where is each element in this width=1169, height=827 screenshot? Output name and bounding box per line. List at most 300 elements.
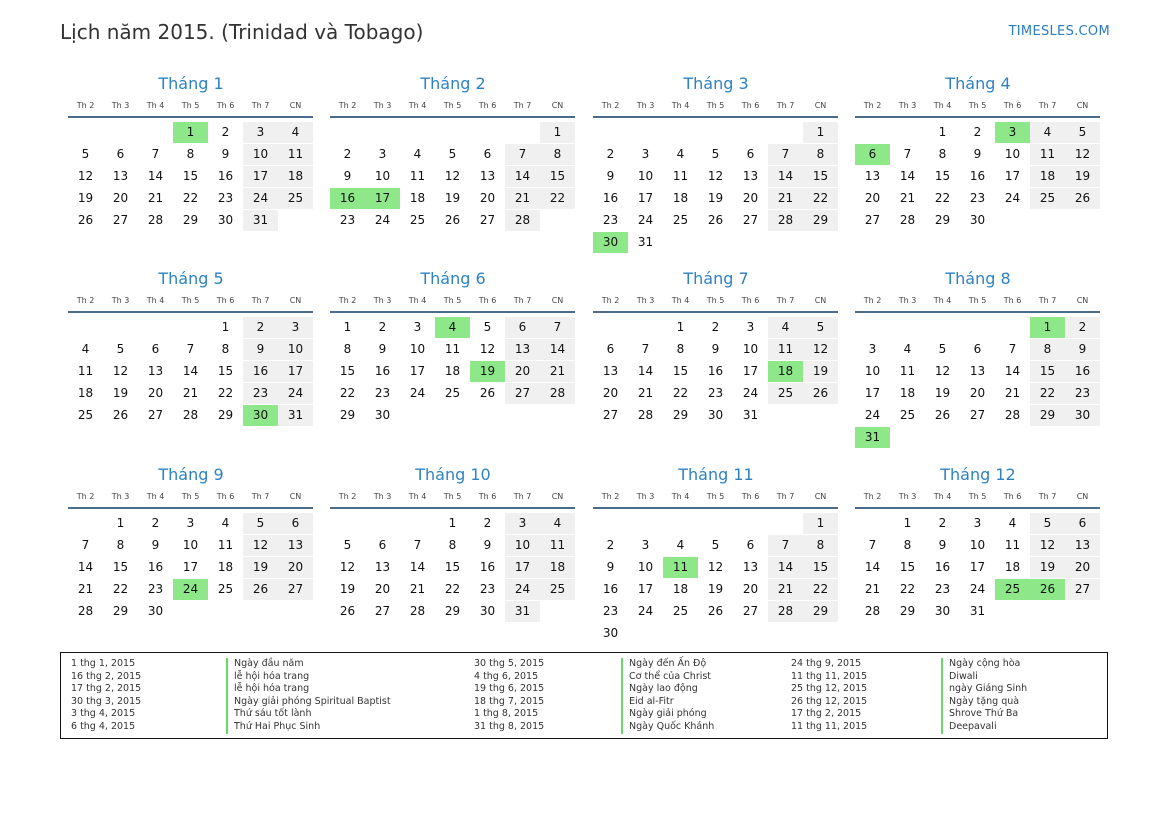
day[interactable]: 31 [969,604,986,618]
day[interactable]: 29 [1030,405,1065,426]
holiday-day[interactable]: 17 [365,188,400,209]
day[interactable]: 28 [182,408,199,422]
day[interactable]: 23 [339,213,356,227]
day[interactable]: 8 [221,342,230,356]
holiday-day[interactable]: 25 [995,579,1030,600]
day[interactable]: 11 [278,144,313,165]
day[interactable]: 18 [278,166,313,187]
day[interactable]: 27 [1065,579,1100,600]
day[interactable]: 10 [278,339,313,360]
day[interactable]: 13 [969,364,986,378]
day[interactable]: 19 [112,386,129,400]
day[interactable]: 11 [409,169,426,183]
holiday-day[interactable]: 24 [173,579,208,600]
day[interactable]: 24 [742,386,759,400]
day[interactable]: 27 [602,408,619,422]
day[interactable]: 17 [637,191,654,205]
day[interactable]: 19 [707,191,724,205]
day[interactable]: 12 [479,342,496,356]
day[interactable]: 8 [1030,339,1065,360]
day[interactable]: 27 [969,408,986,422]
day[interactable]: 10 [969,538,986,552]
day[interactable]: 16 [1065,361,1100,382]
day[interactable]: 25 [672,213,689,227]
day[interactable]: 21 [899,191,916,205]
day[interactable]: 24 [409,386,426,400]
day[interactable]: 13 [147,364,164,378]
day[interactable]: 23 [243,383,278,404]
day[interactable]: 15 [803,166,838,187]
day[interactable]: 14 [637,364,654,378]
day[interactable]: 28 [899,213,916,227]
day[interactable]: 20 [505,361,540,382]
day[interactable]: 20 [864,191,881,205]
day[interactable]: 13 [374,560,391,574]
day[interactable]: 24 [637,604,654,618]
holiday-day[interactable]: 11 [663,557,698,578]
day[interactable]: 28 [147,213,164,227]
day[interactable]: 28 [768,601,803,622]
day[interactable]: 22 [899,582,916,596]
day[interactable]: 23 [147,582,164,596]
day[interactable]: 14 [147,169,164,183]
day[interactable]: 16 [602,191,619,205]
day[interactable]: 27 [505,383,540,404]
day[interactable]: 1 [938,125,947,139]
day[interactable]: 4 [413,147,422,161]
day[interactable]: 18 [672,191,689,205]
day[interactable]: 15 [112,560,129,574]
day[interactable]: 3 [973,516,982,530]
day[interactable]: 19 [243,557,278,578]
day[interactable]: 6 [746,538,755,552]
holiday-day[interactable]: 30 [593,232,628,253]
day[interactable]: 8 [186,147,195,161]
day[interactable]: 26 [707,604,724,618]
day[interactable]: 21 [637,386,654,400]
day[interactable]: 20 [742,191,759,205]
day[interactable]: 11 [1030,144,1065,165]
day[interactable]: 9 [243,339,278,360]
day[interactable]: 9 [343,169,352,183]
day[interactable]: 3 [186,516,195,530]
day[interactable]: 1 [116,516,125,530]
day[interactable]: 26 [803,383,838,404]
day[interactable]: 17 [505,557,540,578]
day[interactable]: 2 [711,320,720,334]
day[interactable]: 2 [343,147,352,161]
day[interactable]: 7 [903,147,912,161]
day[interactable]: 28 [1004,408,1021,422]
day[interactable]: 13 [505,339,540,360]
day[interactable]: 6 [278,513,313,534]
day[interactable]: 8 [540,144,575,165]
day[interactable]: 4 [81,342,90,356]
day[interactable]: 13 [742,169,759,183]
day[interactable]: 4 [903,342,912,356]
day[interactable]: 27 [278,579,313,600]
holiday-day[interactable]: 4 [435,317,470,338]
day[interactable]: 3 [278,317,313,338]
day[interactable]: 22 [444,582,461,596]
day[interactable]: 16 [243,361,278,382]
day[interactable]: 9 [938,538,947,552]
day[interactable]: 2 [243,317,278,338]
day[interactable]: 7 [413,538,422,552]
day[interactable]: 17 [278,361,313,382]
day[interactable]: 4 [676,147,685,161]
day[interactable]: 5 [1030,513,1065,534]
day[interactable]: 24 [243,188,278,209]
day[interactable]: 14 [768,557,803,578]
day[interactable]: 30 [707,408,724,422]
day[interactable]: 8 [803,535,838,556]
day[interactable]: 4 [221,516,230,530]
day[interactable]: 2 [606,147,615,161]
day[interactable]: 3 [746,320,755,334]
day[interactable]: 20 [278,557,313,578]
day[interactable]: 23 [217,191,234,205]
day[interactable]: 9 [378,342,387,356]
day[interactable]: 3 [378,147,387,161]
day[interactable]: 14 [409,560,426,574]
day[interactable]: 31 [278,405,313,426]
day[interactable]: 9 [221,147,230,161]
day[interactable]: 15 [899,560,916,574]
day[interactable]: 3 [413,320,422,334]
day[interactable]: 30 [374,408,391,422]
day[interactable]: 8 [803,144,838,165]
day[interactable]: 20 [374,582,391,596]
day[interactable]: 4 [1030,122,1065,143]
day[interactable]: 18 [1004,560,1021,574]
day[interactable]: 3 [505,513,540,534]
day[interactable]: 24 [278,383,313,404]
day[interactable]: 17 [243,166,278,187]
day[interactable]: 17 [1004,169,1021,183]
day[interactable]: 8 [903,538,912,552]
day[interactable]: 7 [768,144,803,165]
day[interactable]: 20 [969,386,986,400]
day[interactable]: 27 [479,213,496,227]
day[interactable]: 5 [711,538,720,552]
day[interactable]: 7 [505,144,540,165]
day[interactable]: 21 [864,582,881,596]
holiday-day[interactable]: 31 [855,427,890,448]
day[interactable]: 13 [742,560,759,574]
day[interactable]: 15 [934,169,951,183]
day[interactable]: 8 [938,147,947,161]
day[interactable]: 25 [768,383,803,404]
day[interactable]: 21 [505,188,540,209]
day[interactable]: 23 [602,213,619,227]
day[interactable]: 3 [641,147,650,161]
day[interactable]: 18 [1030,166,1065,187]
day[interactable]: 27 [742,604,759,618]
day[interactable]: 17 [182,560,199,574]
day[interactable]: 29 [934,213,951,227]
day[interactable]: 6 [606,342,615,356]
day[interactable]: 15 [182,169,199,183]
day[interactable]: 1 [803,513,838,534]
day[interactable]: 28 [409,604,426,618]
day[interactable]: 7 [151,147,160,161]
day[interactable]: 27 [374,604,391,618]
day[interactable]: 4 [278,122,313,143]
day[interactable]: 8 [448,538,457,552]
day[interactable]: 26 [1065,188,1100,209]
holiday-day[interactable]: 26 [1030,579,1065,600]
day[interactable]: 4 [676,538,685,552]
day[interactable]: 6 [116,147,125,161]
day[interactable]: 13 [479,169,496,183]
day[interactable]: 12 [803,339,838,360]
day[interactable]: 2 [483,516,492,530]
day[interactable]: 6 [505,317,540,338]
day[interactable]: 17 [637,582,654,596]
day[interactable]: 5 [343,538,352,552]
day[interactable]: 29 [444,604,461,618]
day[interactable]: 12 [1030,535,1065,556]
day[interactable]: 5 [81,147,90,161]
day[interactable]: 26 [444,213,461,227]
day[interactable]: 22 [217,386,234,400]
site-link[interactable]: TIMESLES.COM [1008,24,1110,39]
day[interactable]: 20 [112,191,129,205]
day[interactable]: 18 [540,557,575,578]
day[interactable]: 9 [973,147,982,161]
day[interactable]: 5 [1065,122,1100,143]
day[interactable]: 5 [448,147,457,161]
day[interactable]: 9 [1065,339,1100,360]
holiday-day[interactable]: 3 [995,122,1030,143]
day[interactable]: 23 [479,582,496,596]
day[interactable]: 27 [147,408,164,422]
day[interactable]: 25 [217,582,234,596]
day[interactable]: 9 [711,342,720,356]
day[interactable]: 23 [602,604,619,618]
day[interactable]: 11 [672,169,689,183]
day[interactable]: 6 [973,342,982,356]
day[interactable]: 10 [1004,147,1021,161]
day[interactable]: 7 [641,342,650,356]
day[interactable]: 15 [540,166,575,187]
day[interactable]: 15 [1030,361,1065,382]
day[interactable]: 12 [444,169,461,183]
day[interactable]: 22 [803,579,838,600]
day[interactable]: 10 [243,144,278,165]
day[interactable]: 18 [217,560,234,574]
day[interactable]: 8 [343,342,352,356]
day[interactable]: 15 [444,560,461,574]
day[interactable]: 2 [1065,317,1100,338]
holiday-day[interactable]: 1 [1030,317,1065,338]
day[interactable]: 12 [707,169,724,183]
day[interactable]: 29 [803,210,838,231]
day[interactable]: 13 [864,169,881,183]
day[interactable]: 31 [637,235,654,249]
day[interactable]: 10 [864,364,881,378]
day[interactable]: 17 [742,364,759,378]
day[interactable]: 28 [540,383,575,404]
day[interactable]: 28 [77,604,94,618]
day[interactable]: 21 [540,361,575,382]
day[interactable]: 28 [637,408,654,422]
day[interactable]: 16 [217,169,234,183]
holiday-day[interactable]: 30 [243,405,278,426]
day[interactable]: 15 [672,364,689,378]
day[interactable]: 21 [182,386,199,400]
day[interactable]: 25 [540,579,575,600]
day[interactable]: 19 [77,191,94,205]
day[interactable]: 10 [409,342,426,356]
day[interactable]: 13 [602,364,619,378]
day[interactable]: 30 [969,213,986,227]
day[interactable]: 5 [938,342,947,356]
day[interactable]: 28 [505,210,540,231]
day[interactable]: 26 [707,213,724,227]
day[interactable]: 30 [479,604,496,618]
day[interactable]: 25 [444,386,461,400]
day[interactable]: 25 [899,408,916,422]
day[interactable]: 29 [217,408,234,422]
day[interactable]: 22 [182,191,199,205]
day[interactable]: 20 [1065,557,1100,578]
holiday-day[interactable]: 6 [855,144,890,165]
day[interactable]: 19 [1065,166,1100,187]
day[interactable]: 29 [803,601,838,622]
day[interactable]: 4 [1008,516,1017,530]
day[interactable]: 7 [868,538,877,552]
day[interactable]: 20 [147,386,164,400]
day[interactable]: 7 [768,535,803,556]
day[interactable]: 17 [409,364,426,378]
day[interactable]: 1 [221,320,230,334]
day[interactable]: 10 [374,169,391,183]
day[interactable]: 5 [803,317,838,338]
day[interactable]: 15 [339,364,356,378]
day[interactable]: 29 [182,213,199,227]
day[interactable]: 11 [77,364,94,378]
day[interactable]: 17 [864,386,881,400]
day[interactable]: 26 [479,386,496,400]
day[interactable]: 26 [243,579,278,600]
day[interactable]: 7 [186,342,195,356]
day[interactable]: 11 [1004,538,1021,552]
day[interactable]: 11 [217,538,234,552]
day[interactable]: 6 [1065,513,1100,534]
day[interactable]: 6 [483,147,492,161]
day[interactable]: 6 [746,147,755,161]
day[interactable]: 21 [768,579,803,600]
day[interactable]: 1 [343,320,352,334]
day[interactable]: 2 [151,516,160,530]
day[interactable]: 26 [934,408,951,422]
day[interactable]: 21 [147,191,164,205]
day[interactable]: 22 [112,582,129,596]
day[interactable]: 23 [374,386,391,400]
day[interactable]: 27 [742,213,759,227]
day[interactable]: 16 [147,560,164,574]
day[interactable]: 1 [448,516,457,530]
day[interactable]: 29 [112,604,129,618]
day[interactable]: 18 [444,364,461,378]
day[interactable]: 2 [973,125,982,139]
day[interactable]: 7 [81,538,90,552]
day[interactable]: 2 [938,516,947,530]
day[interactable]: 5 [711,147,720,161]
day[interactable]: 30 [934,604,951,618]
day[interactable]: 25 [409,213,426,227]
day[interactable]: 13 [1065,535,1100,556]
day[interactable]: 3 [868,342,877,356]
day[interactable]: 1 [540,122,575,143]
day[interactable]: 18 [409,191,426,205]
day[interactable]: 8 [676,342,685,356]
day[interactable]: 5 [483,320,492,334]
day[interactable]: 1 [903,516,912,530]
day[interactable]: 2 [221,125,230,139]
day[interactable]: 12 [934,364,951,378]
day[interactable]: 16 [969,169,986,183]
day[interactable]: 24 [374,213,391,227]
day[interactable]: 20 [479,191,496,205]
day[interactable]: 2 [606,538,615,552]
day[interactable]: 24 [637,213,654,227]
day[interactable]: 25 [1030,188,1065,209]
day[interactable]: 21 [1004,386,1021,400]
day[interactable]: 19 [707,582,724,596]
day[interactable]: 21 [768,188,803,209]
day[interactable]: 9 [606,169,615,183]
day[interactable]: 13 [112,169,129,183]
day[interactable]: 9 [606,560,615,574]
day[interactable]: 8 [116,538,125,552]
holiday-day[interactable]: 1 [173,122,208,143]
day[interactable]: 19 [934,386,951,400]
day[interactable]: 1 [803,122,838,143]
day[interactable]: 22 [540,188,575,209]
day[interactable]: 20 [602,386,619,400]
day[interactable]: 7 [1008,342,1017,356]
day[interactable]: 19 [803,361,838,382]
day[interactable]: 26 [339,604,356,618]
day[interactable]: 31 [742,408,759,422]
day[interactable]: 26 [77,213,94,227]
day[interactable]: 12 [1065,144,1100,165]
day[interactable]: 12 [339,560,356,574]
day[interactable]: 2 [378,320,387,334]
day[interactable]: 18 [672,582,689,596]
day[interactable]: 16 [602,582,619,596]
day[interactable]: 23 [1065,383,1100,404]
day[interactable]: 10 [637,560,654,574]
day[interactable]: 25 [278,188,313,209]
day[interactable]: 23 [969,191,986,205]
holiday-day[interactable]: 16 [330,188,365,209]
day[interactable]: 11 [444,342,461,356]
day[interactable]: 14 [505,166,540,187]
day[interactable]: 12 [243,535,278,556]
day[interactable]: 4 [540,513,575,534]
day[interactable]: 19 [339,582,356,596]
day[interactable]: 12 [77,169,94,183]
day[interactable]: 14 [864,560,881,574]
day[interactable]: 14 [1004,364,1021,378]
day[interactable]: 24 [969,582,986,596]
day[interactable]: 4 [768,317,803,338]
day[interactable]: 3 [243,122,278,143]
